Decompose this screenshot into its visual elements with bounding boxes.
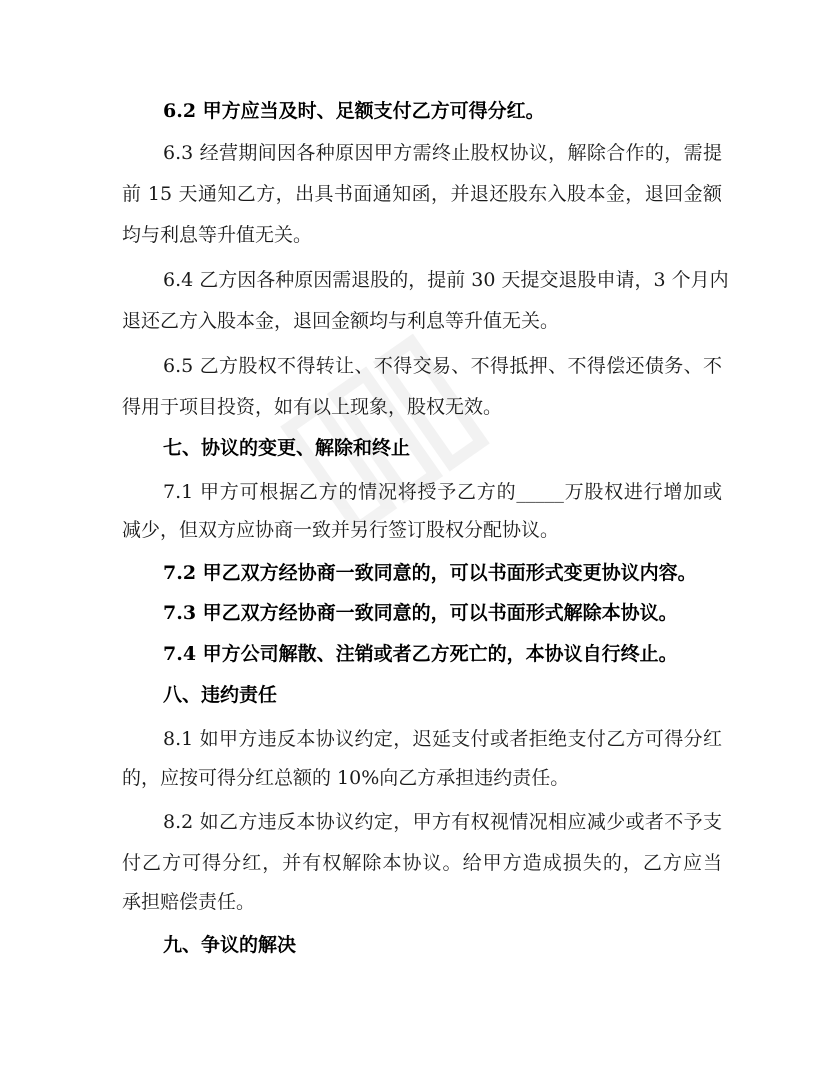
clause-7-4: 7.4 甲方公司解散、注销或者乙方死亡的，本协议自行终止。 [163, 643, 678, 665]
clause-8-2-line: 8.2 如乙方违反本协议约定，甲方有权视情况相应减少或者不予支 [163, 811, 722, 833]
clause-6-4-line: 退还乙方入股本金，退回金额均与利息等升值无关。 [122, 310, 560, 332]
section-heading-9: 九、争议的解决 [163, 934, 297, 956]
clause-7-1-line: 减少，但双方应协商一致并另行签订股权分配协议。 [122, 519, 560, 541]
clause-7-2: 7.2 甲乙双方经协商一致同意的，可以书面形式变更协议内容。 [163, 562, 697, 584]
clause-7-3: 7.3 甲乙双方经协商一致同意的，可以书面形式解除本协议。 [163, 602, 678, 624]
clause-6-3-line: 前 15 天通知乙方，出具书面通知函，并退还股东入股本金，退回金额 [122, 183, 722, 205]
clause-6-2: 6.2 甲方应当及时、足额支付乙方可得分红。 [163, 100, 545, 122]
section-heading-8: 八、违约责任 [163, 684, 278, 706]
clause-6-5-line: 6.5 乙方股权不得转让、不得交易、不得抵押、不得偿还债务、不 [163, 355, 722, 377]
clause-8-2-line: 承担赔偿责任。 [122, 891, 256, 913]
clause-6-3-line: 6.3 经营期间因各种原因甲方需终止股权协议，解除合作的，需提 [163, 142, 722, 164]
clause-6-5-line: 得用于项目投资，如有以上现象，股权无效。 [122, 396, 503, 418]
section-heading-7: 七、协议的变更、解除和终止 [163, 437, 411, 459]
clause-6-3-line: 均与利息等升值无关。 [122, 224, 313, 246]
clause-8-1-line: 的，应按可得分红总额的 10%向乙方承担违约责任。 [122, 767, 570, 789]
clause-8-1-line: 8.1 如甲方违反本协议约定，迟延支付或者拒绝支付乙方可得分红 [163, 728, 722, 750]
clause-8-2-line: 付乙方可得分红，并有权解除本协议。给甲方造成损失的，乙方应当 [122, 852, 722, 874]
clause-7-1-line: 7.1 甲方可根据乙方的情况将授予乙方的_____万股权进行增加或 [163, 481, 722, 503]
clause-6-4-line: 6.4 乙方因各种原因需退股的，提前 30 天提交退股申请，3 个月内 [163, 269, 729, 291]
